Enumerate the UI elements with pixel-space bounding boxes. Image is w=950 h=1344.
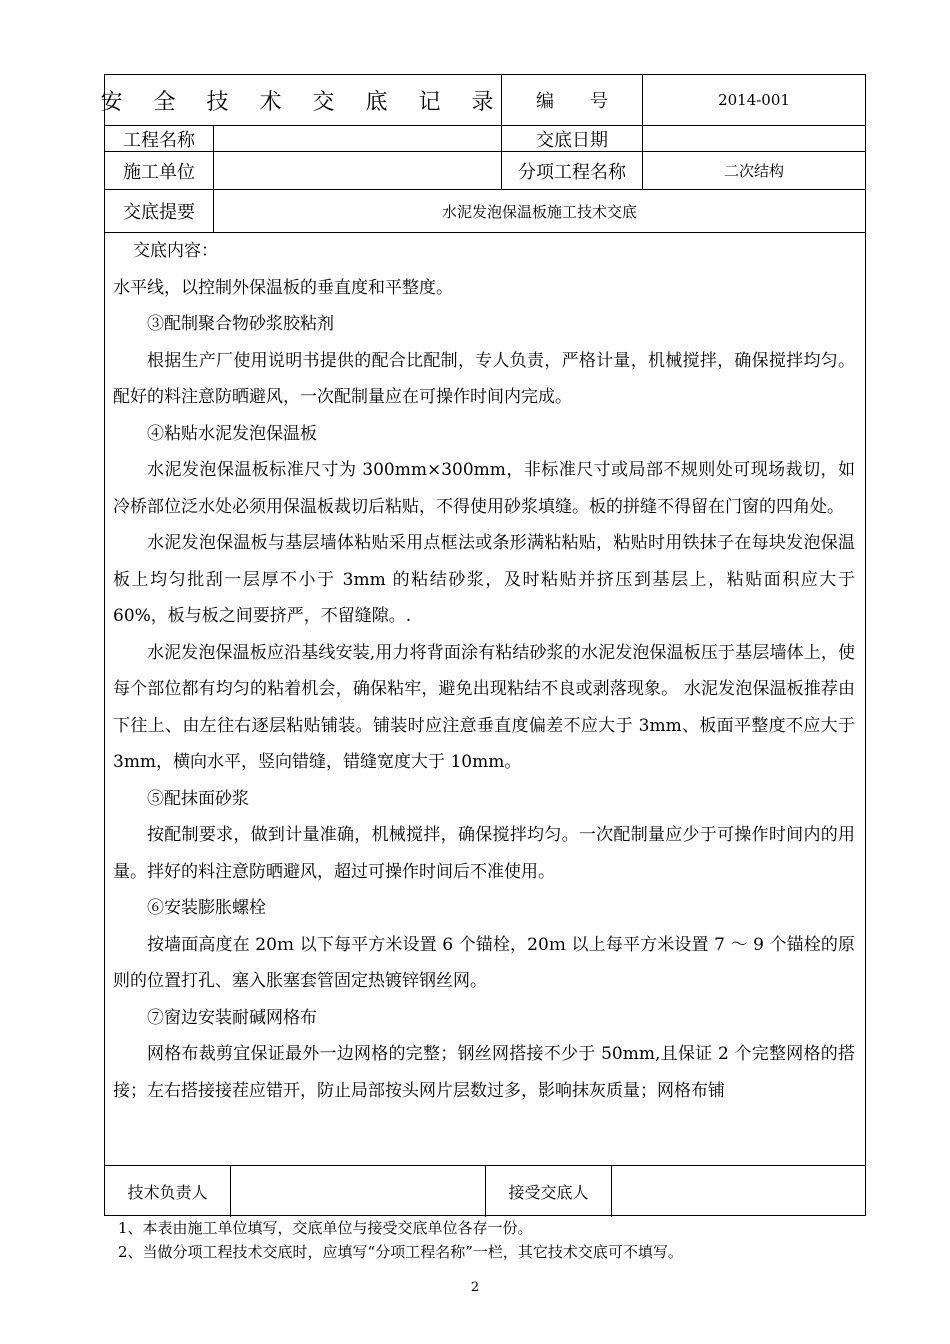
- number-value[interactable]: 2014-001: [718, 91, 790, 109]
- note-item: 2、当做分项工程技术交底时，应填写“分项工程名称”一栏，其它技术交底可不填写。: [118, 1243, 683, 1261]
- date-label: 交底日期: [536, 129, 608, 151]
- disclosure-content: [105, 233, 865, 1167]
- form-notes: [118, 1216, 683, 1264]
- project-name-label: 工程名称: [123, 129, 195, 151]
- safety-disclosure-form: [100, 74, 866, 1216]
- content-heading: ⑥安装膨胀螺栓: [147, 898, 266, 918]
- content-label: 交底内容：: [133, 241, 218, 261]
- content-heading: ⑤配抹面砂浆: [147, 788, 249, 809]
- project-name-value[interactable]: [214, 126, 501, 151]
- note-item: 1、本表由施工单位填写，交底单位与接受交底单位各存一份。: [118, 1219, 533, 1237]
- summary-value[interactable]: 水泥发泡保温板施工技术交底: [441, 202, 637, 221]
- date-value[interactable]: [643, 126, 865, 151]
- content-heading: ⑦窗边安装耐碱网格布: [147, 1007, 317, 1028]
- page-number: 2: [470, 1280, 480, 1295]
- receiver-signature[interactable]: [612, 1166, 865, 1217]
- receiver-label: 接受交底人: [508, 1183, 589, 1202]
- content-paragraph: 水泥发泡保温板标准尺寸为 300mm×300mm，非标准尺寸或局部不规则处可现场裁切，如冷桥部位泛水处必须用保温板裁切后粘贴，不得使用砂浆填缝。板的拼缝不得留在门窗的四角处。: [113, 460, 855, 517]
- number-label: 编 号: [536, 91, 608, 112]
- content-paragraph: 按配制要求，做到计量准确，机械搅拌，确保搅拌均匀。一次配制量应少于可操作时间内的用量。拌好的料注意防晒避风，超过可操作时间后不准使用。: [113, 825, 855, 882]
- tech-lead-label: 技术负责人: [127, 1183, 208, 1202]
- content-paragraph: 根据生产厂使用说明书提供的配合比配制，专人负责，严格计量，机械搅拌，确保搅拌均匀。配好的料注意防晒避风，一次配制量应在可操作时间内完成。: [113, 350, 855, 407]
- form-title: 安 全 技 术 交 底 记 录: [100, 89, 506, 115]
- content-heading: ④粘贴水泥发泡保温板: [147, 423, 317, 444]
- content-paragraph: 网格布裁剪宜保证最外一边网格的完整；钢丝网搭接不少于 50mm,且保证 2 个完整网格的搭接；左右搭接接茬应错开，防止局部按头网片层数过多，影响抹灰质量；网格布铺: [113, 1044, 855, 1101]
- content-paragraph: 水泥发泡保温板与基层墙体粘贴采用点框法或条形满粘粘贴，粘贴时用铁抹子在每块发泡保温板上均匀批刮一层厚不小于 3mm 的粘结砂浆，及时粘贴并挤压到基层上，粘贴面积应大于 60%，板与板之间要挤严，不留缝隙。.: [113, 533, 855, 626]
- content-heading: ③配制聚合物砂浆胶粘剂: [147, 314, 334, 334]
- sub-project-label: 分项工程名称: [518, 161, 626, 183]
- content-paragraph: 水泥发泡保温板应沿基线安装,用力将背面涂有粘结砂浆的水泥发泡保温板压于基层墙体上，使每个部位都有均匀的粘着机会，确保粘牢，避免出现粘结不良或剥落现象。 水泥发泡保温板推荐由下往上、由左往右逐层粘贴铺装。铺装时应注意垂直度偏差不应大于 3mm、板面平整度不应大于 3mm，横向水平，竖向错缝，错缝宽度大于 10mm。: [113, 642, 855, 772]
- content-paragraph: 按墙面高度在 20ｍ 以下每平方米设置 6 个锚栓，20ｍ 以上每平方米设置 7 ～ 9 个锚栓的原则的位置打孔、塞入胀塞套管固定热镀锌钢丝网。: [113, 934, 855, 991]
- summary-label: 交底提要: [123, 202, 195, 223]
- tech-lead-signature[interactable]: [231, 1166, 485, 1217]
- content-paragraph: 水平线，以控制外保温板的垂直度和平整度。: [113, 277, 453, 298]
- sub-project-value[interactable]: 二次结构: [723, 162, 784, 180]
- construction-unit-label: 施工单位: [123, 161, 195, 183]
- construction-unit-value[interactable]: [214, 152, 501, 189]
